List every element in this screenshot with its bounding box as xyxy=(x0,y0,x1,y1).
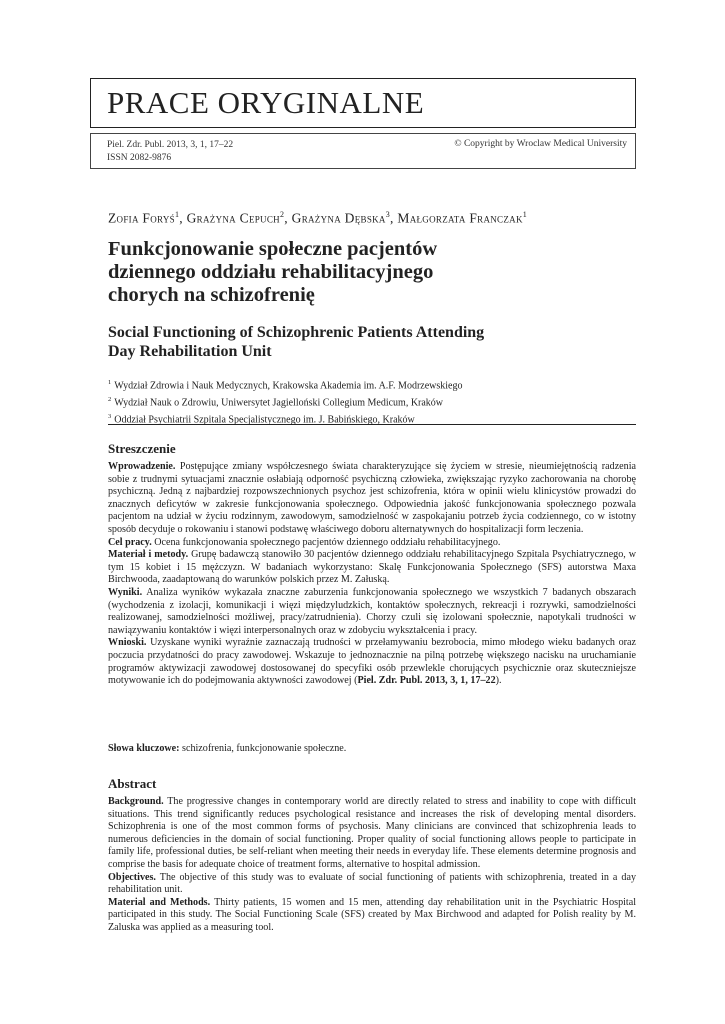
title-polish-line: dziennego oddziału rehabilitacyjnego xyxy=(108,261,434,283)
affiliation-item: $^3$ Oddział Psychiatrii Szpitala Specjalistycznego im. J. Babińskiego, Kraków xyxy=(108,412,415,425)
streszczenie-heading: Streszczenie xyxy=(108,441,176,456)
paragraph-background: Background. The progressive changes in contemporary world are directly related to stress and inability to cope with difficult situations. This trend significantly reduces psychological resistance and increases the risk of developing mental disorders. Schizophrenia is one of the most common forms of psychosis. Many clinicians are convinced that schizophrenia leads to numerous deficiencies in the domain of social functioning. Proper quality of social functioning allows people to participate in family life, professional duties, be self-reliant when meeting their needs in everyday life. These elements determine prognosis and comprise the basis for adequate choice of treatment forms, alternative to hospital admission. xyxy=(108,796,636,870)
author-affil-num: 2 xyxy=(279,210,285,219)
author-name: Małgorzata Franczak xyxy=(397,210,523,226)
paragraph-methods: Materiał i metody. Grupę badawczą stanowiło 30 pacjentów dziennego oddziału rehabilitacyjnego Szpitala Psychiatrycznego, w tym 15 kobiet i 15 mężczyzn. W badaniach wykorzystano: Skalę Funkcjonowania Społecznego (SFS) autorstwa Maxa Birchwooda, zaadaptowaną do warunków polskich przez M. Załuską. xyxy=(108,549,637,586)
author-affil-num: 1 xyxy=(522,210,528,219)
citation-line: Piel. Zdr. Publ. 2013, 3, 1, 17–22 xyxy=(107,140,234,150)
author-list: Zofia Foryś$^1$, Grażyna Cepuch$^2$, Grażyna Dębska$^3$, Małgorzata Franczak$^1$ xyxy=(108,210,528,226)
title-english xyxy=(108,323,548,361)
keywords: Słowa kluczowe: schizofrenia, funkcjonowanie społeczne. xyxy=(108,743,347,754)
streszczenie-body xyxy=(108,461,636,688)
affiliation-item: $^2$ Wydział Nauk o Zdrowiu, Uniwersytet Jagielloński Collegium Medicum, Kraków xyxy=(108,395,444,409)
citation-info xyxy=(107,139,233,165)
section-header-box xyxy=(90,78,636,128)
author-affil-num: 3 xyxy=(385,210,391,219)
paragraph-objectives: Objectives. The objective of this study was to evaluate of social functioning of patients with schizophrenia, treated in a day rehabilitation unit. xyxy=(108,871,636,896)
author-name: Zofia Foryś xyxy=(108,210,175,226)
copyright: © Copyright by Wroclaw Medical University xyxy=(454,139,627,149)
abstract-heading: Abstract xyxy=(108,776,157,791)
section-title: PRACE ORYGINALNE xyxy=(107,85,425,120)
title-polish-line: chorych na schizofrenię xyxy=(108,284,315,306)
issn: ISSN 2082-9876 xyxy=(107,153,172,163)
affiliation-item: $^1$ Wydział Zdrowia i Nauk Medycznych, Krakowska Akademia im. A.F. Modrzewskiego xyxy=(108,379,463,392)
title-polish xyxy=(108,238,528,307)
paragraph-results: Wyniki. Analiza wyników wykazała znaczne zaburzenia funkcjonowania społecznego we wszystkich 7 badanych obszarach (wychodzenia z izolacji, komunikacji i więzi międzyludzkich, kontaktów społecznych, rekreacji i rozrywki, samodzielności realizowanej, samodzielności możliwej, pracy/zatrudnienia). Chorzy czuli się izolowani społecznie, napotykali trudności w nawiązywaniu kontaktów i więzi interpersonalnych oraz w zdobyciu wykształcenia i pracy. xyxy=(108,586,636,636)
title-english-line: Day Rehabilitation Unit xyxy=(108,343,272,360)
author-affil-num: 1 xyxy=(174,210,180,219)
affiliations xyxy=(108,376,462,426)
citation-box xyxy=(90,133,636,169)
paragraph-conclusions: Wnioski. Uzyskane wyniki wyraźnie zaznaczają trudności w przełamywaniu bezrobocia, mimo młodego wieku badanych oraz poczucia przydatności do pracy zawodowej. Wskazuje to jednoznacznie na pilną potrzebę większego nacisku na uruchamianie programów aktywizacji zawodowej dostosowanej do specyfiki osób przewlekle chorujących psychicznie oraz skuteczniejsze motywowanie ich do podejmowania aktywności zawodowej (Piel. Zdr. Publ. 2013, 3, 1, 17–22). xyxy=(108,637,636,687)
paragraph-intro: Wprowadzenie. Postępujące zmiany współczesnego świata charakteryzujące się życiem w stresie, nieumiejętnością radzenia sobie z trudnymi sytuacjami znacznie osłabiają odporność psychiczną człowieka, zwiększając ryzyko zachorowania na chorobę psychiczną. Jedną z najbardziej rozpowszechnionych psychoz jest schizofrenia, która w opinii wielu klinicystów prowadzi do znacznych deficytów w zakresie funkcjonowania społecznego. Odpowiednia jakość funkcjonowania społecznego pozwala pacjentom na udział w życiu rodzinnym, zawodowym, samodzielność w zaspokajaniu potrzeb życia codziennego, co w istotny sposób decyduje o rokowaniu i stanowi podstawę właściwego doboru alternatywnych do hospitalizacji form leczenia. xyxy=(108,461,636,535)
paragraph-methods-en: Material and Methods. Thirty patients, 15 women and 15 men, attending day rehabilitation unit in the Psychiatric Hospital participated in this study. The Social Functioning Scale (SFS) created by Max Birchwood and adapted for Polish reality by M. Zaluska was applied as a measuring tool. xyxy=(108,896,637,933)
paragraph-aim: Cel pracy. Ocena funkcjonowania społecznego pacjentów dziennego oddziału rehabilitacyjnego. xyxy=(108,536,501,548)
divider xyxy=(108,424,636,425)
title-english-line: Social Functioning of Schizophrenic Patients Attending xyxy=(108,324,485,341)
author-name: Grażyna Cepuch xyxy=(186,210,280,226)
author-name: Grażyna Dębska xyxy=(291,210,386,226)
title-polish-line: Funkcjonowanie społeczne pacjentów xyxy=(108,238,438,260)
abstract-body xyxy=(108,796,636,935)
